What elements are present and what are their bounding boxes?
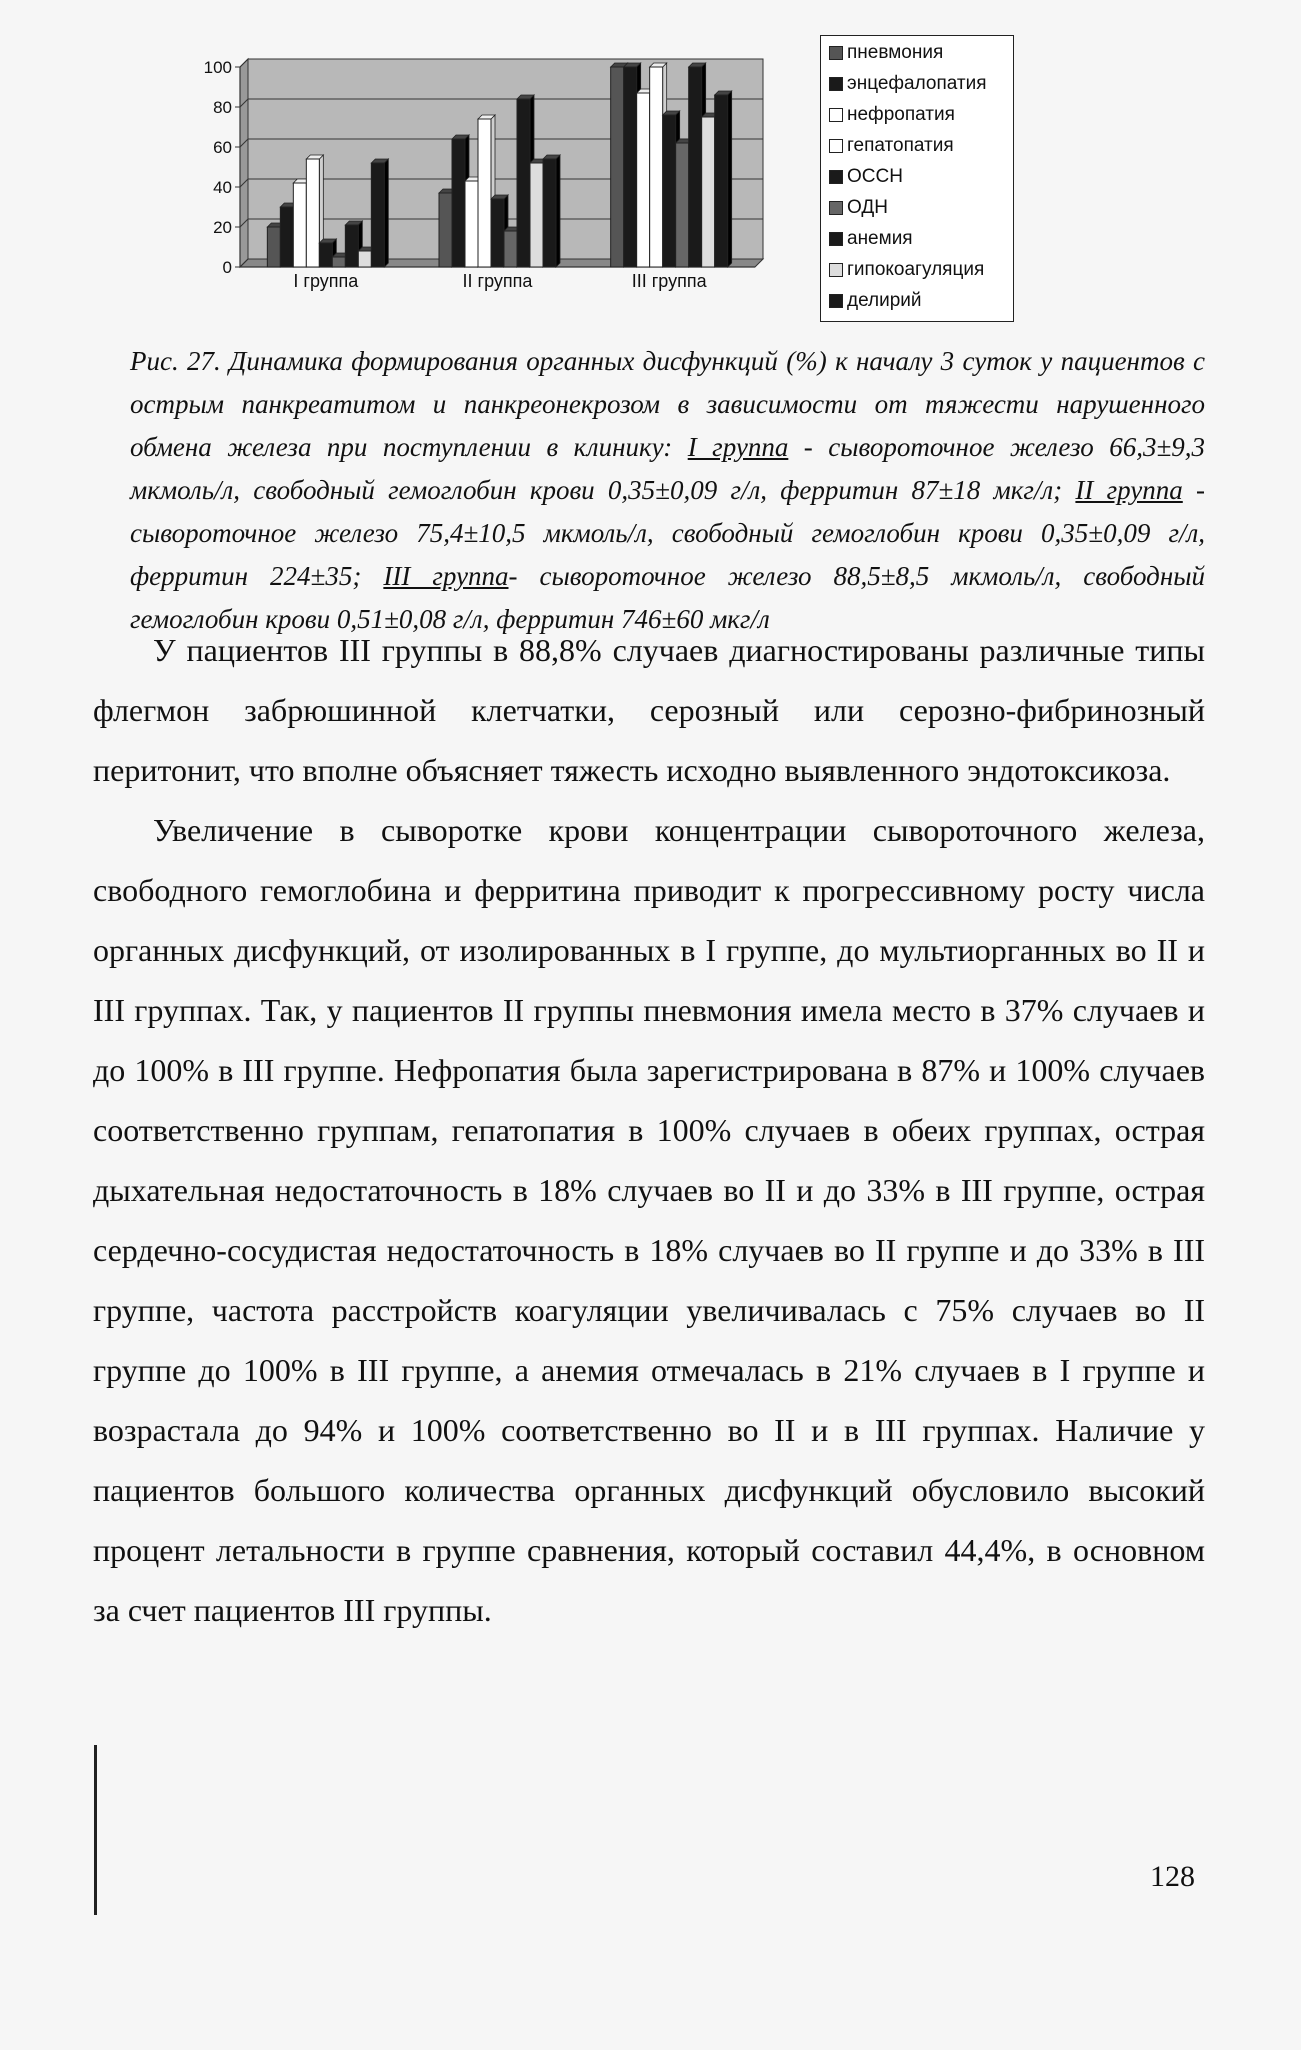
- bar-энцефалопатия-1: [280, 207, 293, 267]
- legend-item: [829, 166, 903, 188]
- bar-пневмония-2: [439, 193, 452, 267]
- bar-гипокоагуляция-2: [530, 163, 543, 267]
- legend-item: [829, 104, 955, 126]
- legend-label: ОДН: [847, 197, 888, 218]
- figure-caption: [130, 340, 1205, 641]
- caption-group-1: I группа: [687, 432, 789, 462]
- y-tick-label: 20: [213, 218, 232, 237]
- bar-пневмония-3: [611, 67, 624, 267]
- bar-анемия-2: [517, 99, 530, 267]
- paragraph-1: У пациентов III группы в 88,8% случаев диагностированы различные типы флегмон забрюшинной клетчатки, серозный или серозно-фибринозный перитонит, что вполне объясняет тяжесть исходно выявленного эндотоксикоза.: [93, 632, 1205, 788]
- caption-text-4: - сывороточное железо 88,5±8,5 мкмоль/л, свободный гемоглобин крови 0,51±0,08 г/л, ферритин 746±60 мкг/л: [130, 561, 1206, 634]
- legend-label: нефропатия: [847, 104, 955, 125]
- page-number: 128: [1150, 1860, 1195, 1893]
- bar-ОССН-1: [319, 243, 332, 267]
- legend-label: гипокоагуляция: [847, 259, 985, 280]
- bar-делирий-1: [371, 163, 384, 267]
- bar-гипокоагуляция-3: [702, 117, 715, 267]
- x-category-label: III группа: [631, 271, 707, 291]
- bar-ОДН-1: [332, 257, 345, 267]
- caption-text-3: - сывороточное железо 75,4±10,5 мкмоль/л, свободный гемоглобин крови 0,35±0,09 г/л, ферритин 224±35;: [130, 475, 1205, 591]
- legend-item: [829, 73, 987, 95]
- bar-анемия-3: [689, 67, 702, 267]
- chart-legend: [820, 35, 1014, 322]
- y-tick-label: 40: [213, 178, 232, 197]
- bar-side: [556, 155, 560, 267]
- y-tick-label: 0: [222, 258, 232, 277]
- legend-item: [829, 228, 913, 250]
- caption-label: Рис. 27.: [130, 346, 221, 376]
- legend-label: ОССН: [847, 166, 903, 187]
- paragraph-2: Увеличение в сыворотке крови концентрации сывороточного железа, свободного гемоглобина и ферритина приводит к прогрессивному росту числа органных дисфункций, от изолированных в I группе, до мультиорганных во II и III группах. Так, у пациентов II группы пневмония имела место в 37% случаев и до 100% в III группе. Нефропатия была зарегистрирована в 87% и 100% случаев соответственно группам, гепатопатия в 100% случаев в обеих группах, острая дыхательная недостаточность в 18% случаев во II и до 33% в III группе, острая сердечно-сосудистая недостаточность в 18% случаев во II группе и до 33% в III группе, частота расстройств коагуляции увеличивалась с 75% случаев во II группе до 100% в III группе, а анемия отмечалась в 21% случаев в I группе и возрастала до 94% и 100% соответственно во II и в III группах. Наличие у пациентов большого количества органных дисфункций обусловило высокий процент летальности в группе сравнения, который составил 44,4%, в основном за счет пациентов III группы.: [93, 812, 1205, 1628]
- legend-label: анемия: [847, 228, 913, 249]
- bar-side: [384, 159, 388, 267]
- bar-side: [728, 91, 732, 267]
- legend-item: [829, 42, 943, 64]
- legend-swatch: [829, 77, 843, 91]
- chart-side-wall: [240, 59, 248, 267]
- bar-делирий-3: [715, 95, 728, 267]
- caption-group-2: II группа: [1075, 475, 1183, 505]
- chart-svg: [180, 42, 820, 302]
- legend-swatch: [829, 263, 843, 277]
- bar-гепатопатия-1: [306, 159, 319, 267]
- page-edge-line: [94, 1745, 97, 1915]
- caption-text-2: - сывороточное железо 66,3±9,3 мкмоль/л, свободный гемоглобин крови 0,35±0,09 г/л, ферритин 87±18 мкг/л;: [130, 432, 1206, 505]
- bar-ОДН-2: [504, 231, 517, 267]
- legend-label: делирий: [847, 290, 922, 311]
- bar-ОССН-2: [491, 199, 504, 267]
- legend-item: [829, 259, 984, 281]
- legend-label: энцефалопатия: [847, 73, 987, 94]
- legend-swatch: [829, 201, 843, 215]
- legend-swatch: [829, 170, 843, 184]
- bar-гепатопатия-3: [650, 67, 663, 267]
- legend-swatch: [829, 46, 843, 60]
- x-category-label: II группа: [462, 271, 533, 291]
- caption-text-1: Динамика формирования органных дисфункций (%) к началу 3 суток у пациентов с острым панкреатитом и панкреонекрозом в зависимости от тяжести нарушенного обмена железа при поступлении в клинику:: [130, 346, 1205, 462]
- legend-swatch: [829, 108, 843, 122]
- caption-group-3: III группа: [383, 561, 509, 591]
- y-tick-label: 60: [213, 138, 232, 157]
- legend-label: гепатопатия: [847, 135, 954, 156]
- bar-ОССН-3: [663, 115, 676, 267]
- bar-гипокоагуляция-1: [358, 251, 371, 267]
- x-category-label: I группа: [293, 271, 359, 291]
- legend-swatch: [829, 139, 843, 153]
- legend-swatch: [829, 232, 843, 246]
- bar-энцефалопатия-2: [452, 139, 465, 267]
- bar-энцефалопатия-3: [624, 67, 637, 267]
- bar-пневмония-1: [267, 227, 280, 267]
- bar-нефропатия-1: [293, 183, 306, 267]
- legend-item: [829, 290, 922, 312]
- legend-item: [829, 135, 954, 157]
- bar-гепатопатия-2: [478, 119, 491, 267]
- bar-нефропатия-3: [637, 93, 650, 267]
- body-text: [93, 620, 1205, 1640]
- bar-ОДН-3: [676, 143, 689, 267]
- bar-анемия-1: [345, 225, 358, 267]
- legend-label: пневмония: [847, 42, 944, 63]
- y-tick-label: 100: [203, 58, 232, 77]
- bar-нефропатия-2: [465, 181, 478, 267]
- y-tick-label: 80: [213, 98, 232, 117]
- bar-делирий-2: [543, 159, 556, 267]
- legend-swatch: [829, 294, 843, 308]
- legend-item: [829, 197, 888, 219]
